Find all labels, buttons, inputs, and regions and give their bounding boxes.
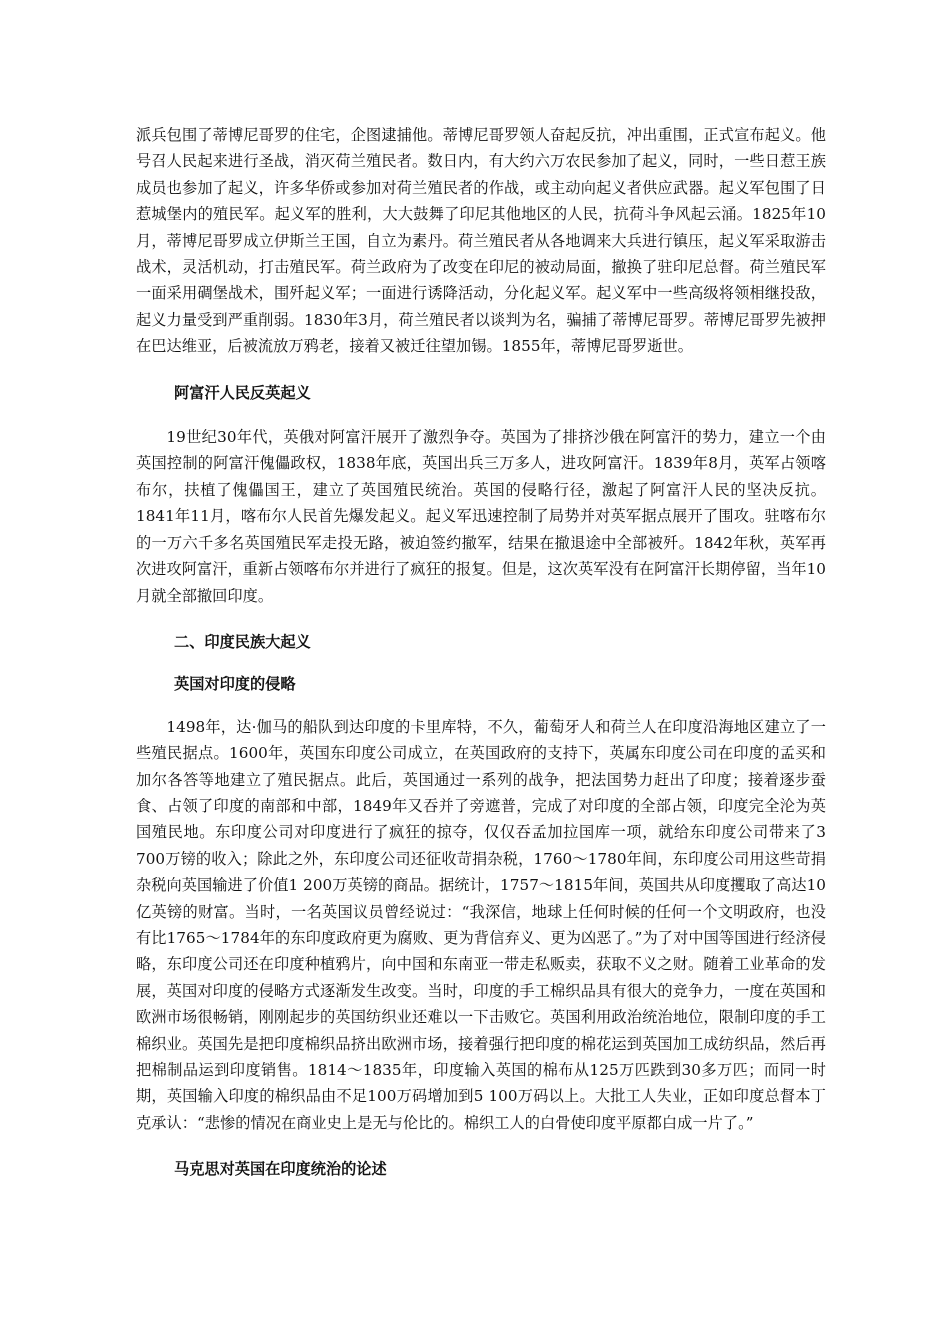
paragraph-dipanegara-uprising: 派兵包围了蒂博尼哥罗的住宅，企图逮捕他。蒂博尼哥罗领人奋起反抗，冲出重围，正式宣布起义。他号召人民起来进行圣战，消灭荷兰殖民者。数日内，有大约六万农民参加了起义，同时，一些日惹王族成员也参加了起义，许多华侨或参加对荷兰殖民者的作战，或主动向起义者供应武器。起义军包围了日惹城堡内的殖民军。起义军的胜利，大大鼓舞了印尼其他地区的人民，抗荷斗争风起云涌。1825年10月，蒂博尼哥罗成立伊斯兰王国，自立为素丹。荷兰殖民者从各地调来大兵进行镇压，起义军采取游击战术，灵活机动，打击殖民军。荷兰政府为了改变在印尼的被动局面，撤换了驻印尼总督。荷兰殖民军一面采用碉堡战术，围歼起义军；一面进行诱降活动，分化起义军。起义军中一些高级将领相继投敌，起义力量受到严重削弱。1830年3月，荷兰殖民者以谈判为名，骗捕了蒂博尼哥罗。蒂博尼哥罗先被押在巴达维亚，后被流放万鸦老，接着又被迁往望加锡。1855年，蒂博尼哥罗逝世。 (136, 126, 826, 356)
document-page (136, 122, 826, 1183)
heading-british-aggression-india: 英国对印度的侵略 (174, 675, 296, 694)
heading-afghan-uprising: 阿富汗人民反英起义 (174, 383, 311, 402)
paragraph-afghan-uprising: 19世纪30年代，英俄对阿富汗展开了激烈争夺。英国为了排挤沙俄在阿富汗的势力，建立一个由英国控制的阿富汗傀儡政权，1838年底，英国出兵三万多人，进攻阿富汗。1839年8月，英军占领喀布尔，扶植了傀儡国王，建立了英国殖民统治。英国的侵略行径，激起了阿富汗人民的坚决反抗。1841年11月，喀布尔人民首先爆发起义。起义军迅速控制了局势并对英军据点展开了围攻。驻喀布尔的一万六千多名英国殖民军走投无路，被迫签约撤军，结果在撤退途中全部被歼。1842年秋，英军再次进攻阿富汗，重新占领喀布尔并进行了疯狂的报复。但是，这次英军没有在阿富汗长期停留，当年10月就全部撤回印度。 (136, 428, 826, 605)
section-heading-indian-uprising: 二、印度民族大起义 (174, 632, 311, 651)
paragraph-british-aggression-india: 1498年，达·伽马的船队到达印度的卡里库特，不久，葡萄牙人和荷兰人在印度沿海地区建立了一些殖民据点。1600年，英国东印度公司成立，在英国政府的支持下，英属东印度公司在印度的孟买和加尔各答等地建立了殖民据点。此后，英国通过一系列的战争，把法国势力赶出了印度；接着逐步蚕食、占领了印度的南部和中部，1849年又吞并了旁遮普，完成了对印度的全部占领，印度完全沦为英国殖民地。东印度公司对印度进行了疯狂的掠夺，仅仅吞孟加拉国库一项，就给东印度公司带来了3 700万镑的收入；除此之外，东印度公司还征收苛捐杂税，1760～1780年间，东印度公司用这些苛捐杂税向英国输进了价值1 200万英镑的商品。据统计，1757～1815年间，英国共从印度攫取了高达10亿英镑的财富。当时，一名英国议员曾经说过：“我深信，地球上任何时候的任何一个文明政府，也没有比1765～1784年的东印度政府更为腐败、更为背信弃义、更为凶恶了。”为了对中国等国进行经济侵略，东印度公司还在印度种植鸦片，向中国和东南亚一带走私贩卖，获取不义之财。随着工业革命的发展，英国对印度的侵略方式逐渐发生改变。当时，印度的手工棉织品具有很大的竞争力，一度在英国和欧洲市场很畅销，刚刚起步的英国纺织业还难以一下击败它。英国利用政治统治地位，限制印度的手工棉织业。英国先是把印度棉织品挤出欧洲市场，接着强行把印度的棉花运到英国加工成纺织品，然后再把棉制品运到印度销售。1814～1835年，印度输入英国的棉布从125万匹跌到30多万匹；而同一时期，英国输入印度的棉织品由不足100万码增加到5 100万码以上。大批工人失业，正如印度总督本丁克承认：“悲惨的情况在商业史上是无与伦比的。棉织工人的白骨使印度平原都白成一片了。” (136, 717, 826, 1132)
heading-marx-on-british-rule: 马克思对英国在印度统治的论述 (174, 1160, 387, 1179)
